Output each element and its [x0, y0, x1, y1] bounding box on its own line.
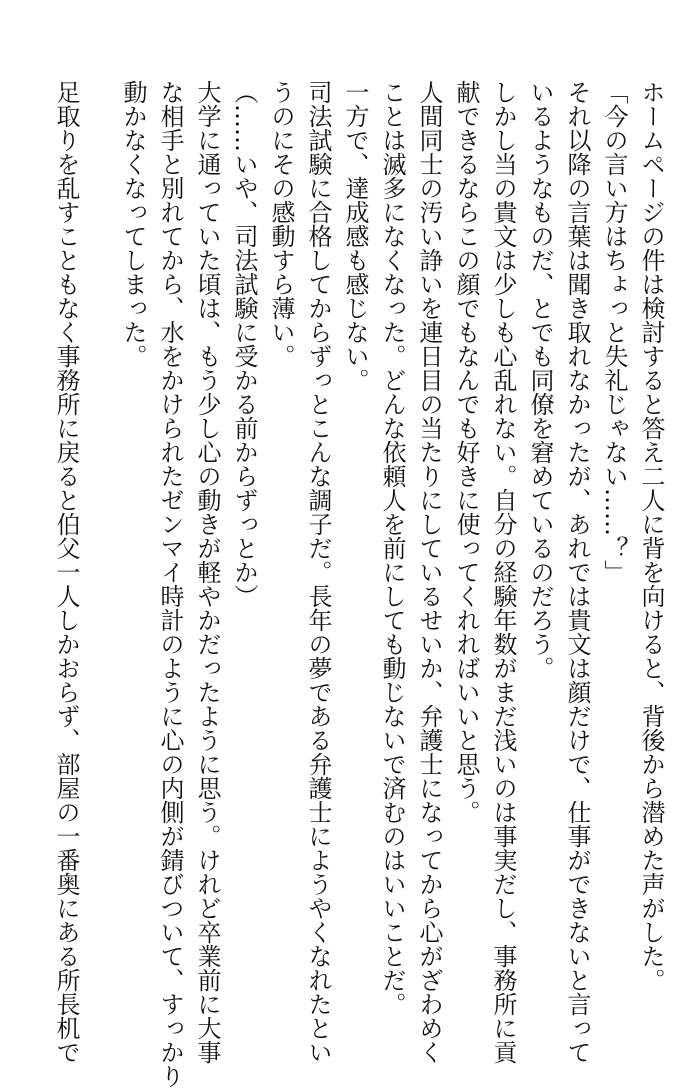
text-line: しかし当の貴文は少しも心乱れない。自分の経験年数がまだ浅いのは事実だし、事務所に貢 [489, 80, 517, 1064]
text-line: それ以降の言葉は聞き取れなかったが、あれでは貴文は顔だけで、仕事ができないと言って [563, 80, 591, 1064]
text-line: 献できるならこの顔でもなんでも好きに使ってくれればいいと思う。 [452, 80, 480, 824]
text-line: 動かなくなってしまった。 [119, 80, 147, 368]
text-line: 足取りを乱すこともなく事務所に戻ると伯父一人しかおらず、部屋の一番奥にある所長机で [52, 80, 80, 1064]
text-line: ことは滅多になくなった。どんな依頼人を前にしても動じないで済むのはいいことだ。 [378, 80, 406, 1016]
text-line: うのにその感動すら薄い。 [267, 80, 295, 368]
text-line: いるようなものだ、とでも同僚を窘めているのだろう。 [526, 80, 554, 680]
text-line: （……いや、司法試験に受かる前からずっとか） [230, 80, 258, 608]
text-line: 司法試験に合格してからずっとこんな調子だ。長年の夢である弁護士にようやくなれたとい [304, 80, 332, 1064]
text-line: な相手と別れてから、水をかけられたゼンマイ時計のように心の内側が錆びついて、すっかり [156, 80, 184, 1088]
text-line: 人間同士の汚い諍いを連日目の当たりにしているせいか、弁護士になってから心がざわめく [415, 80, 443, 1064]
text-line: ホームページの件は検討すると答え二人に背を向けると、背後から潜めた声がした。 [637, 80, 665, 992]
text-line: 大学に通っていた頃は、もう少し心の動きが軽やかだったように思う。けれど卒業前に大事 [193, 80, 221, 1064]
text-line: 一方で、達成感も感じない。 [341, 80, 369, 392]
text-line: 「今の言い方はちょっと失礼じゃない……？」 [600, 80, 628, 584]
